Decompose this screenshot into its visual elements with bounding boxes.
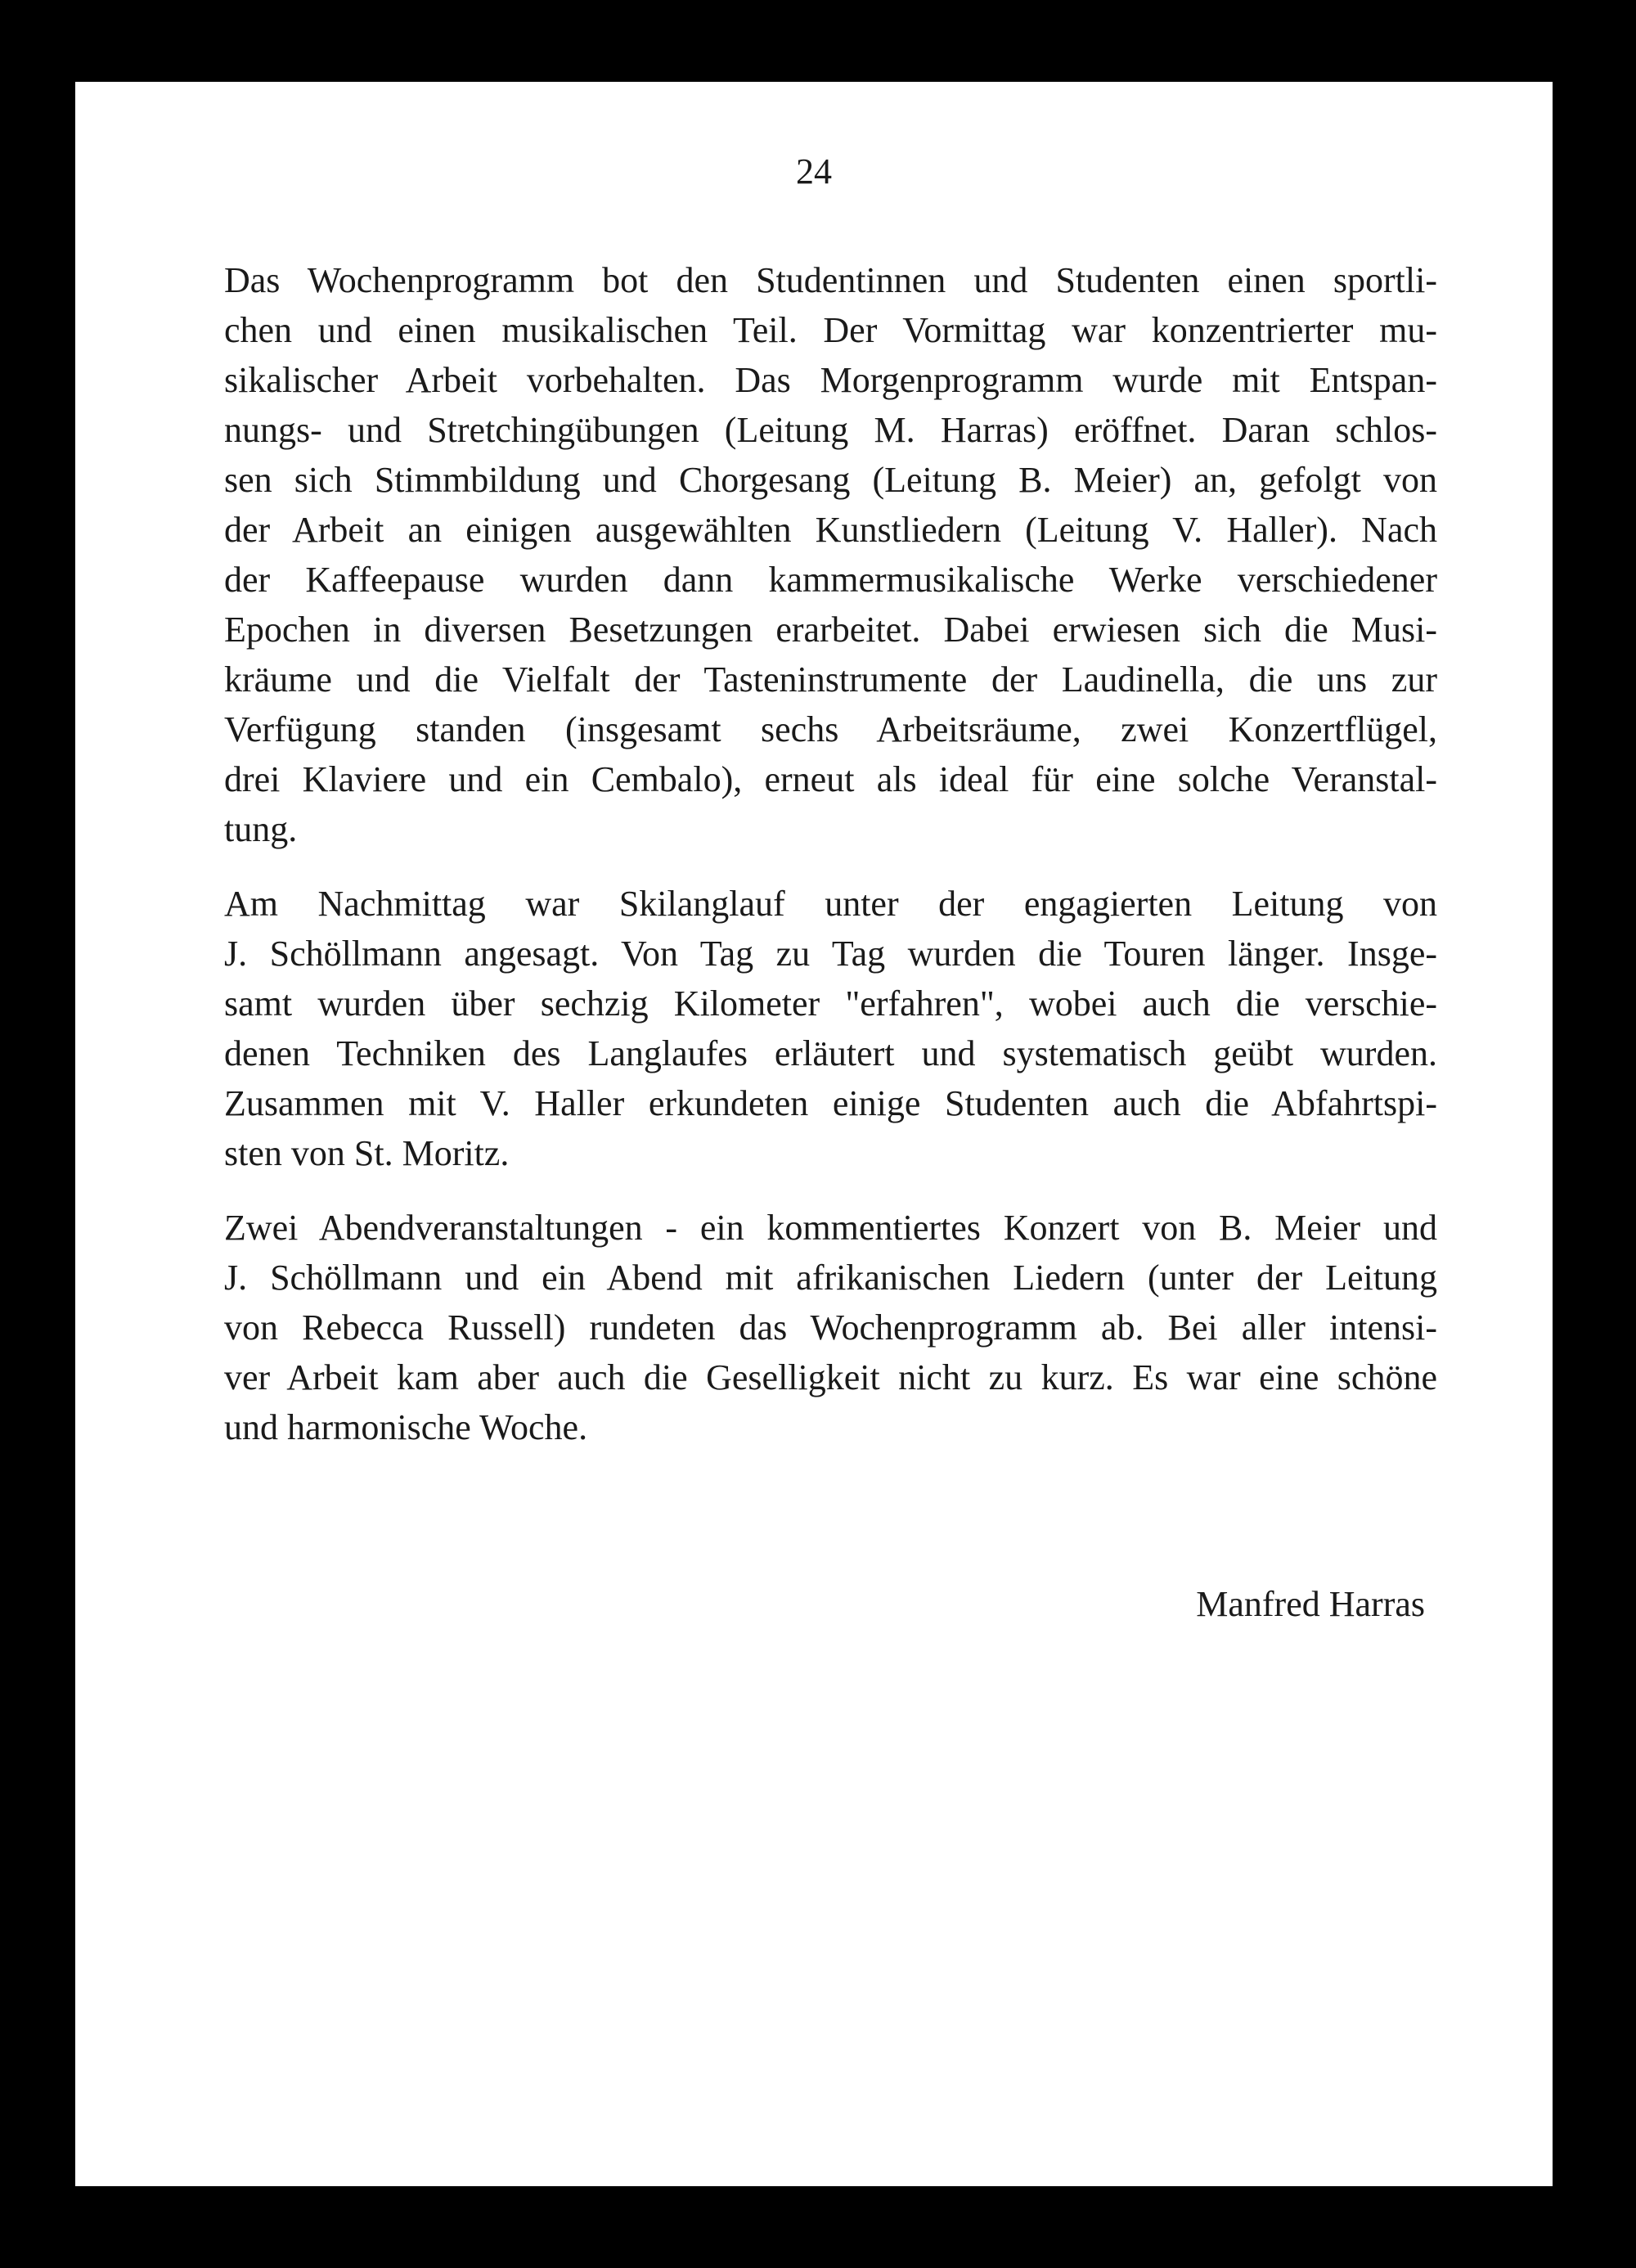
text-line: drei Klaviere und ein Cembalo), erneut als ideal für eine solche Veranstal- — [224, 759, 1437, 799]
text-line: von Rebecca Russell) rundeten das Wochenprogramm ab. Bei aller intensi- — [224, 1307, 1437, 1348]
text-line: der Arbeit an einigen ausgewählten Kunstliedern (Leitung V. Haller). Nach — [224, 510, 1437, 550]
text-line: kräume und die Vielfalt der Tasteninstrumente der Laudinella, die uns zur — [224, 659, 1437, 700]
page-number: 24 — [796, 151, 832, 191]
text-line: J. Schöllmann angesagt. Von Tag zu Tag wurden die Touren länger. Insge- — [224, 934, 1437, 974]
text-line: J. Schöllmann und ein Abend mit afrikanischen Liedern (unter der Leitung — [224, 1258, 1437, 1298]
text-line: sen sich Stimmbildung und Chorgesang (Leitung B. Meier) an, gefolgt von — [224, 460, 1437, 500]
text-line: ver Arbeit kam aber auch die Geselligkeit nicht zu kurz. Es war eine schöne — [224, 1357, 1437, 1397]
text-line: Verfügung standen (insgesamt sechs Arbeitsräume, zwei Konzertflügel, — [224, 709, 1437, 749]
paragraph-1 — [224, 255, 1437, 854]
text-line: tung. — [224, 809, 298, 849]
text-line: Am Nachmittag war Skilanglauf unter der engagierten Leitung von — [224, 884, 1437, 924]
text-line: nungs- und Stretchingübungen (Leitung M. Harras) eröffnet. Daran schlos- — [224, 410, 1437, 450]
text-line: sikalischer Arbeit vorbehalten. Das Morgenprogramm wurde mit Entspan- — [224, 360, 1437, 400]
text-line: und harmonische Woche. — [224, 1407, 588, 1447]
text-line: chen und einen musikalischen Teil. Der Vormittag war konzentrierter mu- — [224, 310, 1437, 350]
paragraph-2 — [224, 879, 1437, 1178]
text-line: samt wurden über sechzig Kilometer "erfahren", wobei auch die verschie- — [224, 983, 1437, 1024]
paragraph-3 — [224, 1203, 1437, 1452]
text-line: sten von St. Moritz. — [224, 1133, 510, 1173]
text-line: Zusammen mit V. Haller erkundeten einige Studenten auch die Abfahrtspi- — [224, 1083, 1437, 1123]
text-line: Zwei Abendveranstaltungen - ein kommentiertes Konzert von B. Meier und — [224, 1208, 1437, 1248]
text-line: Das Wochenprogramm bot den Studentinnen und Studenten einen sportli- — [224, 260, 1437, 300]
text-line: denen Techniken des Langlaufes erläutert und systematisch geübt wurden. — [224, 1033, 1437, 1073]
author-signature: Manfred Harras — [1196, 1584, 1425, 1624]
text-line: der Kaffeepause wurden dann kammermusikalische Werke verschiedener — [224, 560, 1437, 600]
body-text — [224, 255, 1437, 1452]
document-page — [75, 82, 1553, 2186]
text-line: Epochen in diversen Besetzungen erarbeitet. Dabei erwiesen sich die Musi- — [224, 610, 1437, 650]
